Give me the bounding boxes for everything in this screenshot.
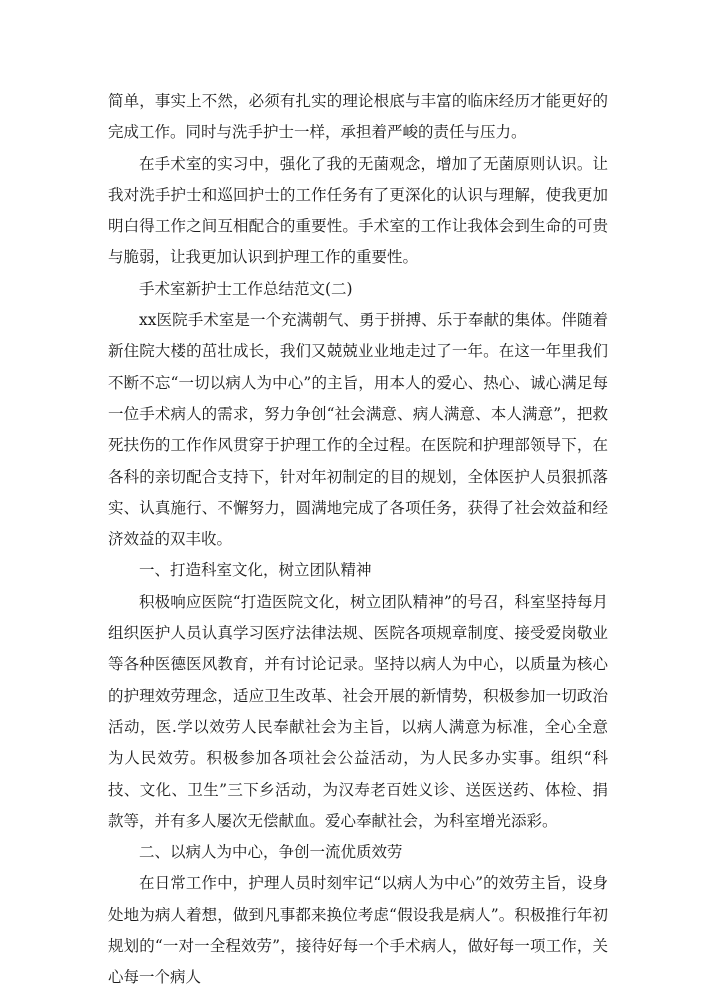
section-title: 手术室新护士工作总结范文(二) — [139, 279, 353, 298]
paragraph-continuation: 简单，事实上不然，必须有扎实的理论根底与丰富的临床经历才能更好的完成工作。同时与洗手护士一样，承担着严峻的责任与压力。 — [108, 92, 608, 142]
paragraph-department-intro: xx医院手术室是一个充满朝气、勇于拼搏、乐于奉献的集体。伴随着新住院大楼的茁壮成长，我们又兢兢业业地走过了一年。在这一年里我们不断不忘“一切以病人为中心”的主旨，用本人的爱心、热心、诚心满足每一位手术病人的需求，努力争创“社会满意、病人满意、本人满意”，把救死扶伤的工作作风贯穿于护理工作的全过程。在医院和护理部领导下，在各科的亲切配合支持下，针对年初制定的目的规划，全体医护人员狠抓落实、认真施行、不懈努力，圆满地完成了各项任务，获得了社会效益和经济效益的双丰收。 — [108, 311, 608, 549]
paragraph-patient-centered: 在日常工作中，护理人员时刻牢记“以病人为中心”的效劳主旨，设身处地为病人着想，做到凡事都来换位考虑“假设我是病人”。积极推行年初规划的“一对一全程效劳”，接待好每一个手术病人，做好每一项工作，关心每一个病人 — [108, 874, 608, 987]
document-body — [108, 86, 608, 994]
heading-patient-centered: 二、以病人为中心，争创一流优质效劳 — [139, 843, 403, 862]
paragraph-team-culture: 积极响应医院“打造医院文化，树立团队精神”的号召，科室坚持每月组织医护人员认真学习医疗法律法规、医院各项规章制度、接受爱岗敬业等各种医德医风教育，并有讨论记录。坚持以病人为中心，以质量为核心的护理效劳理念，适应卫生改革、社会开展的新情势，积极参加一切政治活动，医.学以效劳人民奉献社会为主旨，以病人满意为标准，全心全意为人民效劳。积极参加各项社会公益活动，为人民多办实事。组织“科技、文化、卫生”三下乡活动，为汉寿老百姓义诊、送医送药、体检、捐款等，并有多人屡次无偿献血。爱心奉献社会，为科室增光添彩。 — [108, 592, 608, 830]
heading-team-culture: 一、打造科室文化，树立团队精神 — [139, 561, 372, 580]
paragraph-internship-reflection: 在手术室的实习中，强化了我的无菌观念，增加了无菌原则认识。让我对洗手护士和巡回护士的工作任务有了更深化的认识与理解，使我更加明白得工作之间互相配合的重要性。手术室的工作让我体会到生命的可贵与脆弱，让我更加认识到护理工作的重要性。 — [108, 154, 608, 267]
